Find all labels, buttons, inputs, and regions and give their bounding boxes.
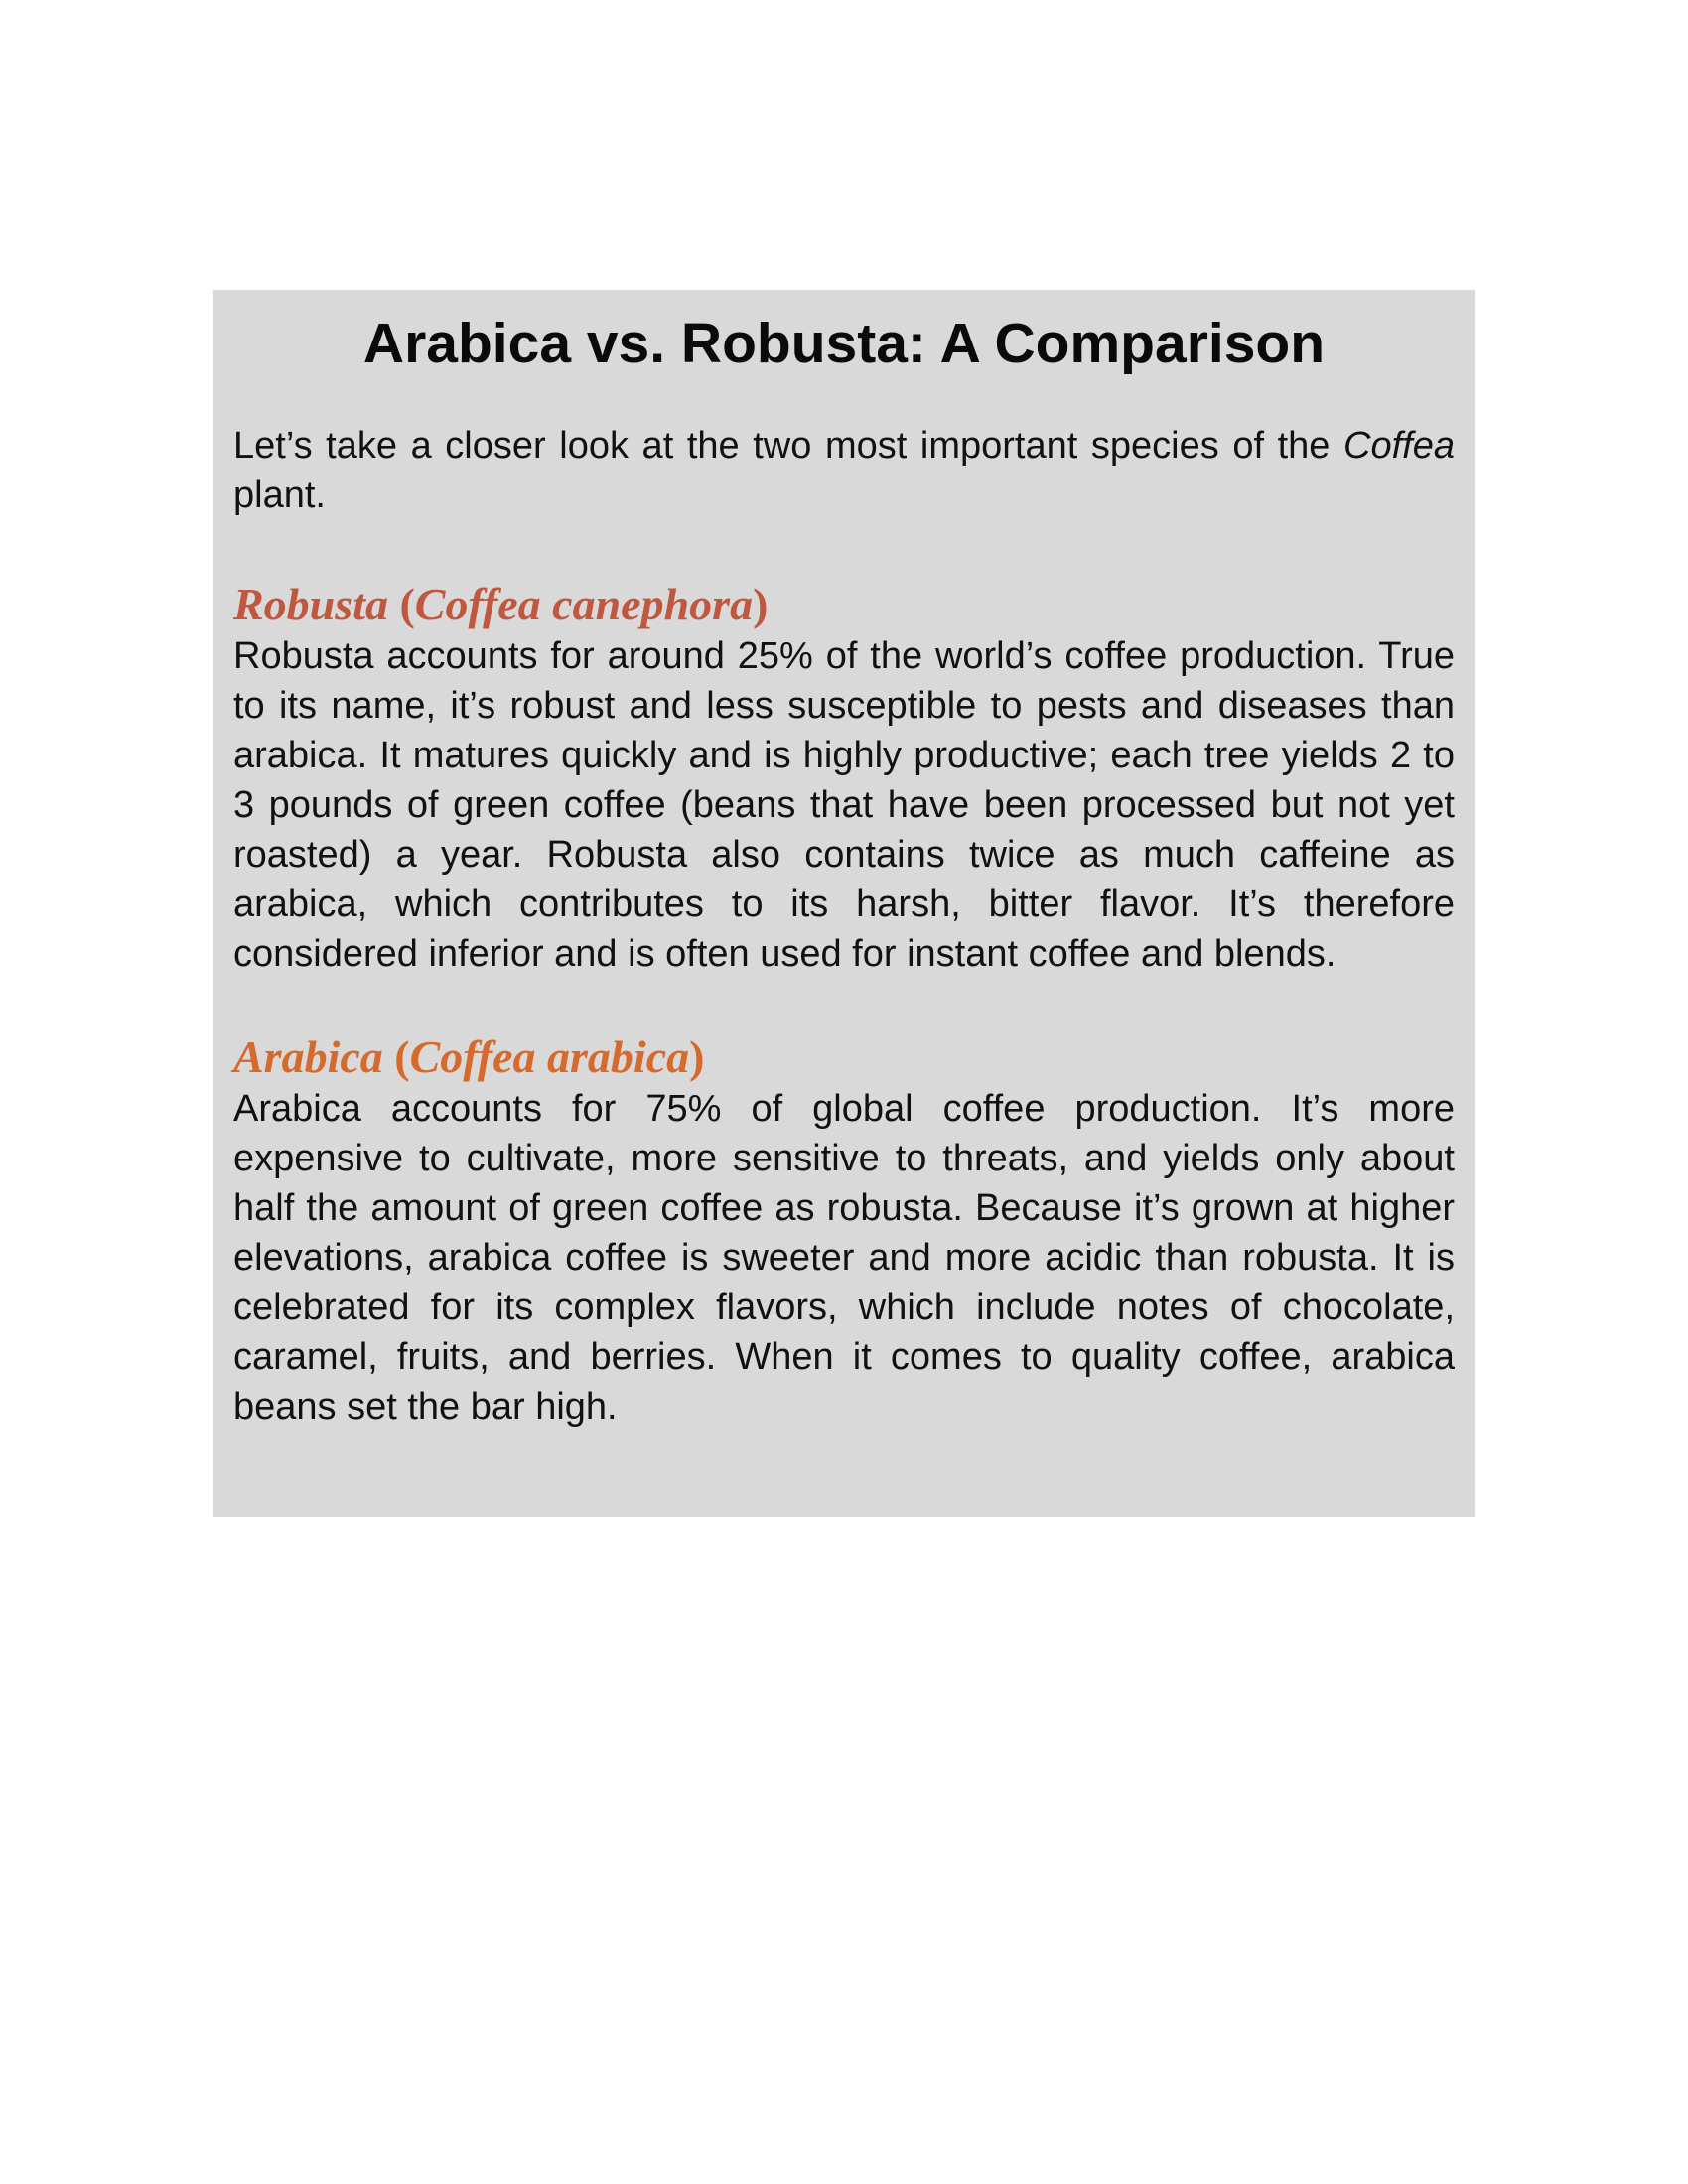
page-title: Arabica vs. Robusta: A Comparison <box>362 312 1326 375</box>
arabica-heading-species: Coffea arabica <box>409 1031 690 1083</box>
robusta-heading-species: Coffea canephora <box>414 579 754 630</box>
comparison-panel <box>213 290 1475 1517</box>
arabica-heading-close-paren: ) <box>689 1031 705 1083</box>
intro-genus-name: Coffea <box>1343 425 1455 468</box>
arabica-heading-open-paren: ( <box>382 1031 410 1083</box>
arabica-body: Arabica accounts for 75% of global coffee production. It’s more expensive to cultivate, more sensitive to threats, and yields only about half the amount of green coffee as robusta. Because it’s grown at higher elevations, arabica coffee is sweeter and more acidic than robusta. It is celebrated for its complex flavors, which include notes of chocolate, caramel, fruits, and berries. When it comes to quality coffee, arabica beans set the bar high. <box>233 1088 1455 1429</box>
robusta-heading-close-paren: ) <box>753 579 769 630</box>
intro-text-after: plant. <box>233 475 326 517</box>
robusta-heading <box>233 578 1455 631</box>
robusta-body: Robusta accounts for around 25% of the world’s coffee production. True to its name, it’s robust and less susceptible to pests and diseases than arabica. It matures quickly and is highly productive; each tree yields 2 to 3 pounds of green coffee (beans that have been processed but not yet roasted) a year. Robusta also contains twice as much caffeine as arabica, which contributes to its harsh, bitter flavor. It’s therefore considered inferior and is often used for instant coffee and blends. <box>233 635 1455 976</box>
robusta-heading-name: Robusta <box>233 579 388 630</box>
intro-text-before: Let’s take a closer look at the two most important species of the <box>233 425 1344 468</box>
robusta-heading-open-paren: ( <box>387 579 415 630</box>
arabica-heading-name: Arabica <box>233 1031 383 1083</box>
arabica-heading <box>233 1030 1455 1084</box>
intro-paragraph <box>233 421 1455 520</box>
